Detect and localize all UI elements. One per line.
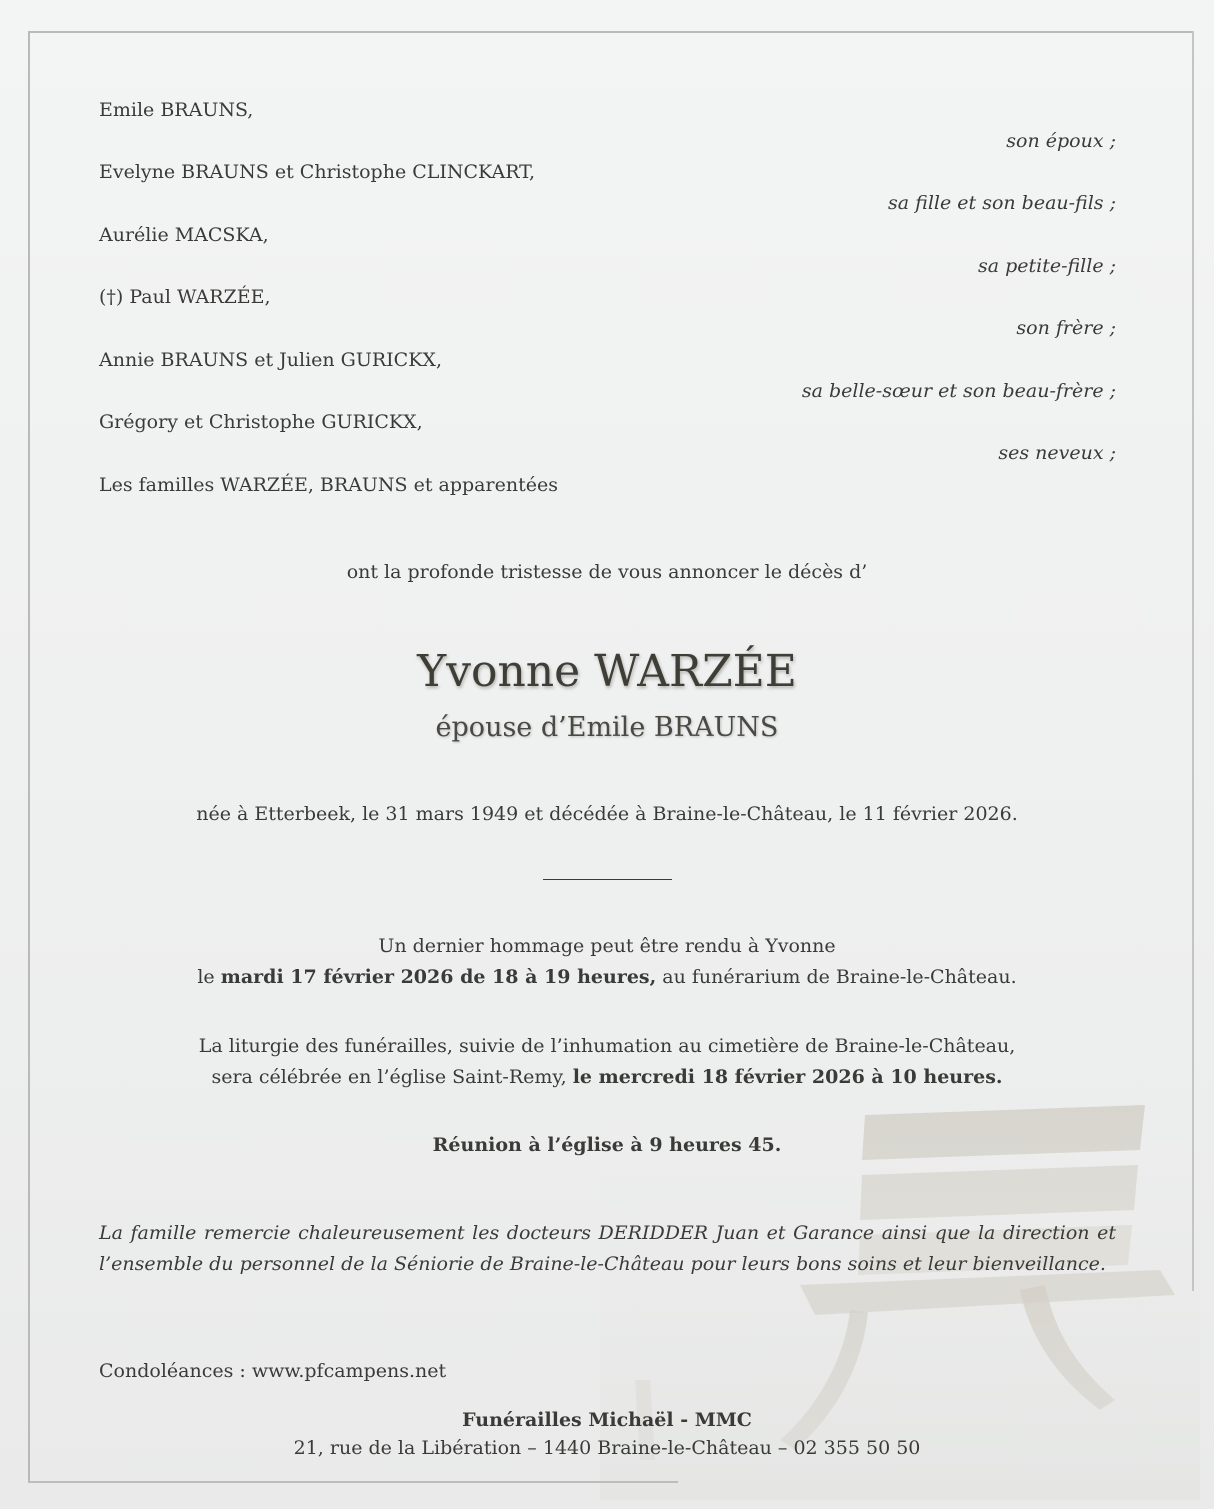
announcement-text: ont la profonde tristesse de vous annoncer le décès d’ — [346, 561, 868, 583]
family-relation: ses neveux ; — [998, 442, 1116, 464]
tribute-date: mardi 17 février 2026 de 18 à 19 heures, — [220, 966, 657, 988]
meeting-text: Réunion à l’église à 9 heures 45. — [432, 1134, 782, 1156]
family-name: Aurélie MACSKA, — [99, 224, 269, 246]
frame-border-left — [28, 31, 30, 1483]
family-relation: sa belle-sœur et son beau-frère ; — [801, 380, 1116, 402]
funeral-home-address: 21, rue de la Libération – 1440 Braine-le-Château – 02 355 50 50 — [293, 1437, 921, 1459]
deceased-spouse: épouse d’Emile BRAUNS — [435, 712, 779, 743]
funeral-home-name: Funérailles Michaël - MMC — [462, 1409, 752, 1431]
frame-border-top — [28, 31, 1194, 33]
family-relation: son frère ; — [1016, 317, 1116, 339]
family-relation: son époux ; — [1006, 130, 1116, 152]
thanks-line-2: l’ensemble du personnel de la Séniorie de Braine-le-Château pour leurs bons soins et leur bienveillance. — [99, 1253, 1106, 1275]
family-name: Grégory et Christophe GURICKX, — [99, 411, 423, 433]
birth-death-dates: née à Etterbeek, le 31 mars 1949 et décédée à Braine-le-Château, le 11 février 2026. — [196, 803, 1018, 825]
liturgy-date: le mercredi 18 février 2026 à 10 heures. — [572, 1066, 1003, 1088]
family-name: Evelyne BRAUNS et Christophe CLINCKART, — [99, 161, 536, 183]
liturgy-line-1: La liturgie des funérailles, suivie de l’inhumation au cimetière de Braine-le-Château, — [198, 1035, 1016, 1057]
meeting-time — [0, 1130, 1214, 1161]
family-name: Annie BRAUNS et Julien GURICKX, — [99, 349, 442, 371]
funeral-home — [0, 1406, 1214, 1434]
liturgy-line-2 — [0, 1062, 1214, 1093]
thanks-line-1: La famille remercie chaleureusement les docteurs DERIDDER Juan et Garance ainsi que la direction et — [99, 1222, 1116, 1244]
separator-line — [543, 879, 672, 880]
condolences-text: Condoléances : www.pfcampens.net — [99, 1360, 447, 1382]
tribute-line-2 — [0, 962, 1214, 993]
deceased-name: Yvonne WARZÉE — [417, 646, 797, 697]
frame-border-bottom — [28, 1481, 678, 1483]
liturgy-church: sera célébrée en l’église Saint-Remy, — [211, 1066, 573, 1088]
tribute-prefix: le — [197, 966, 221, 988]
family-relation: sa petite-fille ; — [977, 255, 1116, 277]
family-name: Les familles WARZÉE, BRAUNS et apparentées — [99, 474, 558, 496]
family-name: (†) Paul WARZÉE, — [99, 286, 271, 308]
tribute-location: au funérarium de Braine-le-Château. — [656, 966, 1017, 988]
family-name: Emile BRAUNS, — [99, 99, 254, 121]
tribute-line-1: Un dernier hommage peut être rendu à Yvonne — [378, 935, 836, 957]
family-relation: sa fille et son beau-fils ; — [888, 192, 1116, 214]
